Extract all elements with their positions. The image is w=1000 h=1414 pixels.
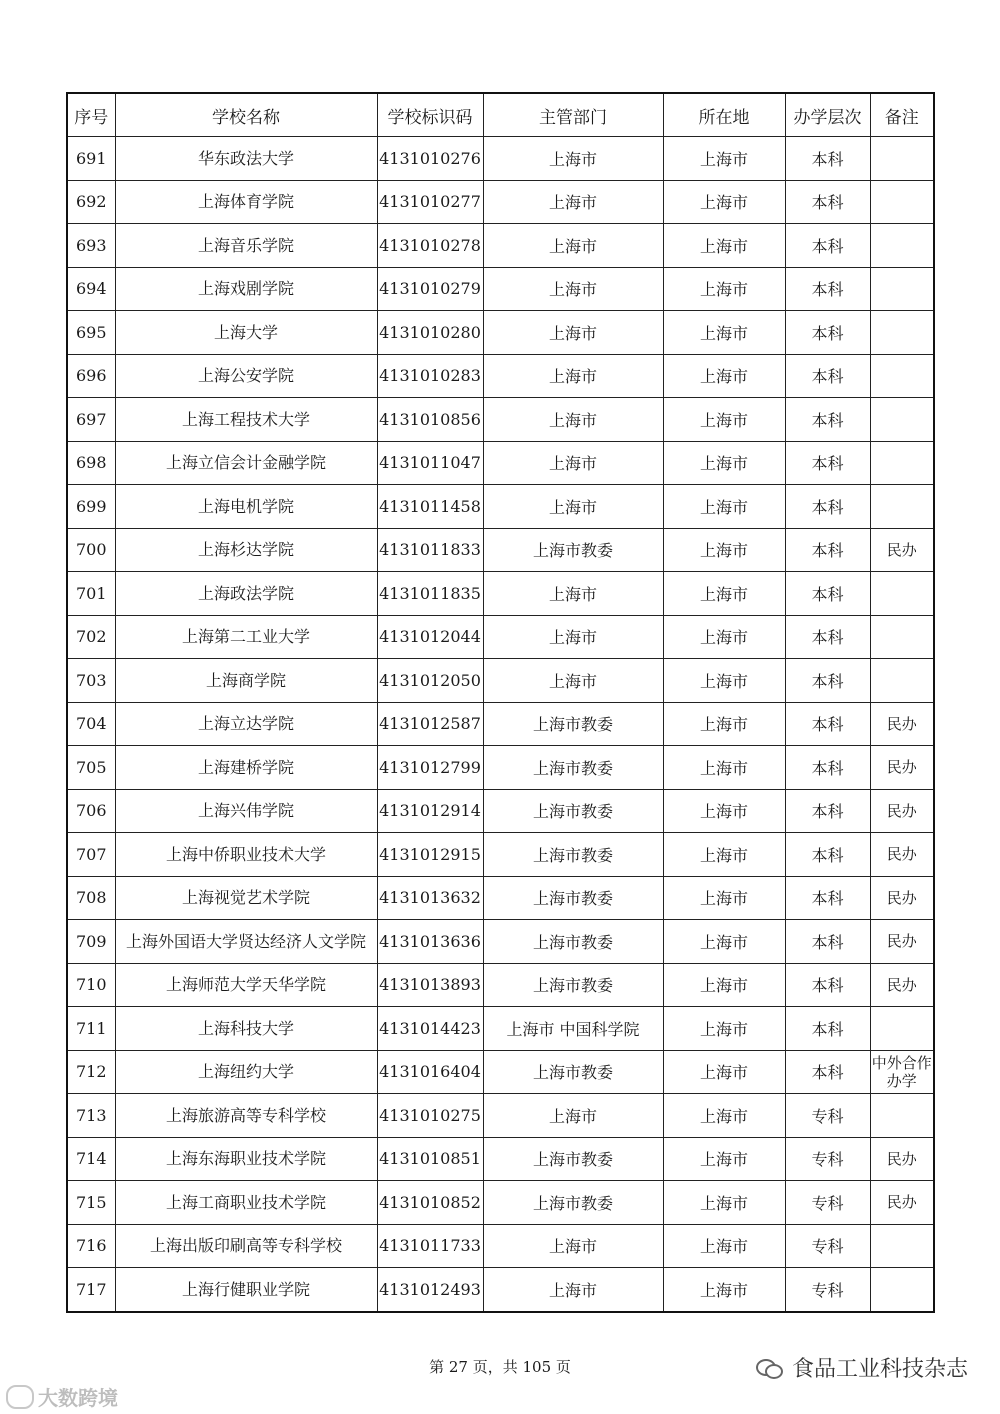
- cell-index: 702: [67, 615, 115, 659]
- cell-school-name: 上海旅游高等专科学校: [115, 1094, 377, 1138]
- cell-authority: 上海市: [483, 1268, 663, 1312]
- cell-note: 民办: [870, 833, 934, 877]
- cell-authority: 上海市: [483, 572, 663, 616]
- table-row: [67, 528, 934, 572]
- cell-index: 709: [67, 920, 115, 964]
- cell-school-name: 上海师范大学天华学院: [115, 963, 377, 1007]
- col-header-school-name: 学校名称: [115, 93, 377, 137]
- cell-location: 上海市: [663, 1050, 785, 1094]
- cell-level: 本科: [785, 528, 870, 572]
- cell-location: 上海市: [663, 1224, 785, 1268]
- table-row: [67, 1050, 934, 1094]
- cell-location: 上海市: [663, 746, 785, 790]
- cell-school-name: 上海商学院: [115, 659, 377, 703]
- cell-level: 本科: [785, 615, 870, 659]
- cell-level: 本科: [785, 485, 870, 529]
- cell-location: 上海市: [663, 485, 785, 529]
- cell-location: 上海市: [663, 833, 785, 877]
- cell-authority: 上海市教委: [483, 789, 663, 833]
- cell-authority: 上海市: [483, 267, 663, 311]
- table-row: [67, 1137, 934, 1181]
- cell-index: 699: [67, 485, 115, 529]
- cell-school-id: 4131012914: [377, 789, 483, 833]
- cell-authority: 上海市: [483, 485, 663, 529]
- cell-school-name: 上海立信会计金融学院: [115, 441, 377, 485]
- cell-location: 上海市: [663, 528, 785, 572]
- cell-note: 民办: [870, 702, 934, 746]
- cell-school-id: 4131016404: [377, 1050, 483, 1094]
- cell-level: 专科: [785, 1094, 870, 1138]
- cell-school-name: 上海工程技术大学: [115, 398, 377, 442]
- cell-level: 本科: [785, 702, 870, 746]
- cell-school-id: 4131010283: [377, 354, 483, 398]
- cell-level: 本科: [785, 180, 870, 224]
- cell-school-id: 4131012050: [377, 659, 483, 703]
- cell-location: 上海市: [663, 311, 785, 355]
- cell-authority: 上海市: [483, 180, 663, 224]
- cell-school-name: 上海音乐学院: [115, 224, 377, 268]
- table-row: [67, 311, 934, 355]
- cell-location: 上海市: [663, 789, 785, 833]
- table-row: [67, 702, 934, 746]
- cell-school-id: 4131010278: [377, 224, 483, 268]
- cell-school-name: 上海出版印刷高等专科学校: [115, 1224, 377, 1268]
- cell-index: 697: [67, 398, 115, 442]
- cell-authority: 上海市: [483, 137, 663, 181]
- cell-authority: 上海市教委: [483, 1050, 663, 1094]
- cell-note: 民办: [870, 963, 934, 1007]
- cell-authority: 上海市: [483, 1224, 663, 1268]
- cell-level: 专科: [785, 1181, 870, 1225]
- table-row: [67, 180, 934, 224]
- table-row: [67, 441, 934, 485]
- cell-school-id: 4131011833: [377, 528, 483, 572]
- table-row: [67, 615, 934, 659]
- cell-location: 上海市: [663, 398, 785, 442]
- table-row: [67, 876, 934, 920]
- cell-school-id: 4131010275: [377, 1094, 483, 1138]
- cell-authority: 上海市教委: [483, 746, 663, 790]
- cell-level: 本科: [785, 920, 870, 964]
- cell-school-id: 4131012915: [377, 833, 483, 877]
- cell-authority: 上海市: [483, 224, 663, 268]
- cell-level: 本科: [785, 1007, 870, 1051]
- cell-school-id: 4131010856: [377, 398, 483, 442]
- cell-authority: 上海市: [483, 311, 663, 355]
- cell-school-id: 4131011047: [377, 441, 483, 485]
- cell-school-name: 上海政法学院: [115, 572, 377, 616]
- cell-level: 本科: [785, 311, 870, 355]
- cell-note: [870, 615, 934, 659]
- cell-index: 698: [67, 441, 115, 485]
- table-row: [67, 833, 934, 877]
- col-header-note: 备注: [870, 93, 934, 137]
- cell-level: 专科: [785, 1137, 870, 1181]
- cell-school-id: 4131013636: [377, 920, 483, 964]
- cell-level: 本科: [785, 876, 870, 920]
- cell-school-name: 上海立达学院: [115, 702, 377, 746]
- cell-location: 上海市: [663, 1007, 785, 1051]
- cell-school-name: 上海兴伟学院: [115, 789, 377, 833]
- cell-location: 上海市: [663, 572, 785, 616]
- cell-location: 上海市: [663, 659, 785, 703]
- cell-level: 本科: [785, 963, 870, 1007]
- cell-location: 上海市: [663, 1137, 785, 1181]
- table-row: [67, 920, 934, 964]
- col-header-index: 序号: [67, 93, 115, 137]
- cell-level: 本科: [785, 659, 870, 703]
- cell-school-name: 华东政法大学: [115, 137, 377, 181]
- cell-school-name: 上海中侨职业技术大学: [115, 833, 377, 877]
- cell-school-name: 上海外国语大学贤达经济人文学院: [115, 920, 377, 964]
- cell-note: 民办: [870, 1181, 934, 1225]
- page-number: 第 27 页，共 105 页: [429, 1358, 571, 1376]
- cell-authority: 上海市: [483, 1094, 663, 1138]
- cell-level: 本科: [785, 1050, 870, 1094]
- table-row: [67, 1094, 934, 1138]
- cell-authority: 上海市: [483, 441, 663, 485]
- cell-school-id: 4131010852: [377, 1181, 483, 1225]
- cell-school-name: 上海行健职业学院: [115, 1268, 377, 1312]
- cell-index: 704: [67, 702, 115, 746]
- cell-school-id: 4131013893: [377, 963, 483, 1007]
- cell-note: 民办: [870, 920, 934, 964]
- cell-note: [870, 267, 934, 311]
- cell-note: [870, 311, 934, 355]
- table-body: [67, 137, 934, 1312]
- cell-index: 711: [67, 1007, 115, 1051]
- cell-level: 本科: [785, 398, 870, 442]
- cell-school-name: 上海科技大学: [115, 1007, 377, 1051]
- cell-authority: 上海市: [483, 615, 663, 659]
- cell-location: 上海市: [663, 876, 785, 920]
- table-row: [67, 354, 934, 398]
- cell-authority: 上海市教委: [483, 702, 663, 746]
- cell-index: 708: [67, 876, 115, 920]
- cell-school-name: 上海戏剧学院: [115, 267, 377, 311]
- cell-note: [870, 1094, 934, 1138]
- cell-authority: 上海市教委: [483, 528, 663, 572]
- cell-level: 本科: [785, 354, 870, 398]
- cell-index: 696: [67, 354, 115, 398]
- cell-note: [870, 354, 934, 398]
- cell-level: 专科: [785, 1224, 870, 1268]
- cell-index: 706: [67, 789, 115, 833]
- cell-location: 上海市: [663, 615, 785, 659]
- cell-level: 本科: [785, 833, 870, 877]
- table-row: [67, 572, 934, 616]
- cell-level: 本科: [785, 224, 870, 268]
- brand-logo-icon: [6, 1385, 34, 1409]
- cell-index: 714: [67, 1137, 115, 1181]
- cell-school-id: 4131011458: [377, 485, 483, 529]
- table-row: [67, 137, 934, 181]
- cell-school-id: 4131011733: [377, 1224, 483, 1268]
- table-row: [67, 224, 934, 268]
- cell-note: [870, 485, 934, 529]
- cell-location: 上海市: [663, 1268, 785, 1312]
- cell-index: 705: [67, 746, 115, 790]
- brand-watermark-text: 大数跨境: [38, 1386, 118, 1410]
- table-row: [67, 1224, 934, 1268]
- table-row: [67, 659, 934, 703]
- cell-school-name: 上海杉达学院: [115, 528, 377, 572]
- cell-index: 701: [67, 572, 115, 616]
- col-header-school-id: 学校标识码: [377, 93, 483, 137]
- cell-note: [870, 137, 934, 181]
- cell-school-name: 上海第二工业大学: [115, 615, 377, 659]
- cell-school-id: 4131010851: [377, 1137, 483, 1181]
- cell-location: 上海市: [663, 137, 785, 181]
- cell-location: 上海市: [663, 267, 785, 311]
- cell-index: 713: [67, 1094, 115, 1138]
- cell-authority: 上海市: [483, 659, 663, 703]
- cell-note: [870, 180, 934, 224]
- cell-index: 716: [67, 1224, 115, 1268]
- cell-index: 693: [67, 224, 115, 268]
- wechat-icon: [756, 1357, 784, 1379]
- cell-index: 691: [67, 137, 115, 181]
- cell-school-id: 4131010277: [377, 180, 483, 224]
- cell-index: 707: [67, 833, 115, 877]
- cell-school-name: 上海公安学院: [115, 354, 377, 398]
- cell-location: 上海市: [663, 224, 785, 268]
- table-row: [67, 267, 934, 311]
- cell-note: 民办: [870, 789, 934, 833]
- cell-note: 民办: [870, 528, 934, 572]
- school-list-table: [66, 92, 935, 1313]
- table-row: [67, 398, 934, 442]
- cell-level: 本科: [785, 441, 870, 485]
- cell-level: 本科: [785, 746, 870, 790]
- cell-index: 695: [67, 311, 115, 355]
- cell-school-id: 4131010276: [377, 137, 483, 181]
- wechat-account-name: 食品工业科技杂志: [791, 1357, 968, 1382]
- wechat-watermark: [756, 1352, 968, 1383]
- cell-school-name: 上海视觉艺术学院: [115, 876, 377, 920]
- cell-authority: 上海市: [483, 354, 663, 398]
- table-row: [67, 789, 934, 833]
- cell-level: 本科: [785, 267, 870, 311]
- cell-school-id: 4131012044: [377, 615, 483, 659]
- cell-note: [870, 1007, 934, 1051]
- cell-note: [870, 441, 934, 485]
- cell-note: 民办: [870, 1137, 934, 1181]
- table-row: [67, 963, 934, 1007]
- cell-authority: 上海市教委: [483, 1137, 663, 1181]
- cell-location: 上海市: [663, 1094, 785, 1138]
- brand-watermark: [6, 1382, 118, 1411]
- cell-school-id: 4131012799: [377, 746, 483, 790]
- table-row: [67, 1007, 934, 1051]
- cell-index: 692: [67, 180, 115, 224]
- cell-index: 717: [67, 1268, 115, 1312]
- cell-school-name: 上海建桥学院: [115, 746, 377, 790]
- cell-note: 民办: [870, 876, 934, 920]
- cell-index: 700: [67, 528, 115, 572]
- cell-location: 上海市: [663, 702, 785, 746]
- cell-note: 民办: [870, 746, 934, 790]
- cell-level: 本科: [785, 789, 870, 833]
- cell-school-id: 4131014423: [377, 1007, 483, 1051]
- cell-school-name: 上海大学: [115, 311, 377, 355]
- cell-location: 上海市: [663, 920, 785, 964]
- cell-note: [870, 1224, 934, 1268]
- cell-location: 上海市: [663, 1181, 785, 1225]
- cell-school-name: 上海体育学院: [115, 180, 377, 224]
- table-row: [67, 485, 934, 529]
- cell-school-name: 上海工商职业技术学院: [115, 1181, 377, 1225]
- table-row: [67, 1268, 934, 1312]
- cell-authority: 上海市 中国科学院: [483, 1007, 663, 1051]
- cell-authority: 上海市教委: [483, 1181, 663, 1225]
- cell-location: 上海市: [663, 963, 785, 1007]
- cell-index: 703: [67, 659, 115, 703]
- cell-level: 本科: [785, 137, 870, 181]
- cell-school-name: 上海东海职业技术学院: [115, 1137, 377, 1181]
- cell-school-id: 4131011835: [377, 572, 483, 616]
- cell-school-id: 4131010280: [377, 311, 483, 355]
- cell-level: 专科: [785, 1268, 870, 1312]
- cell-note: [870, 398, 934, 442]
- col-header-level: 办学层次: [785, 93, 870, 137]
- cell-index: 710: [67, 963, 115, 1007]
- col-header-authority: 主管部门: [483, 93, 663, 137]
- cell-location: 上海市: [663, 180, 785, 224]
- cell-school-id: 4131012493: [377, 1268, 483, 1312]
- cell-authority: 上海市教委: [483, 876, 663, 920]
- table-header-row: [67, 93, 934, 137]
- cell-authority: 上海市: [483, 398, 663, 442]
- cell-index: 694: [67, 267, 115, 311]
- cell-authority: 上海市教委: [483, 920, 663, 964]
- cell-level: 本科: [785, 572, 870, 616]
- cell-note: 中外合作办学: [870, 1050, 934, 1094]
- cell-school-name: 上海电机学院: [115, 485, 377, 529]
- cell-school-id: 4131010279: [377, 267, 483, 311]
- col-header-location: 所在地: [663, 93, 785, 137]
- cell-index: 712: [67, 1050, 115, 1094]
- cell-school-id: 4131012587: [377, 702, 483, 746]
- cell-index: 715: [67, 1181, 115, 1225]
- cell-authority: 上海市教委: [483, 963, 663, 1007]
- cell-note: [870, 224, 934, 268]
- table-row: [67, 1181, 934, 1225]
- table-row: [67, 746, 934, 790]
- cell-authority: 上海市教委: [483, 833, 663, 877]
- cell-location: 上海市: [663, 441, 785, 485]
- cell-school-id: 4131013632: [377, 876, 483, 920]
- cell-note: [870, 659, 934, 703]
- cell-note: [870, 572, 934, 616]
- cell-location: 上海市: [663, 354, 785, 398]
- cell-school-name: 上海纽约大学: [115, 1050, 377, 1094]
- cell-note: [870, 1268, 934, 1312]
